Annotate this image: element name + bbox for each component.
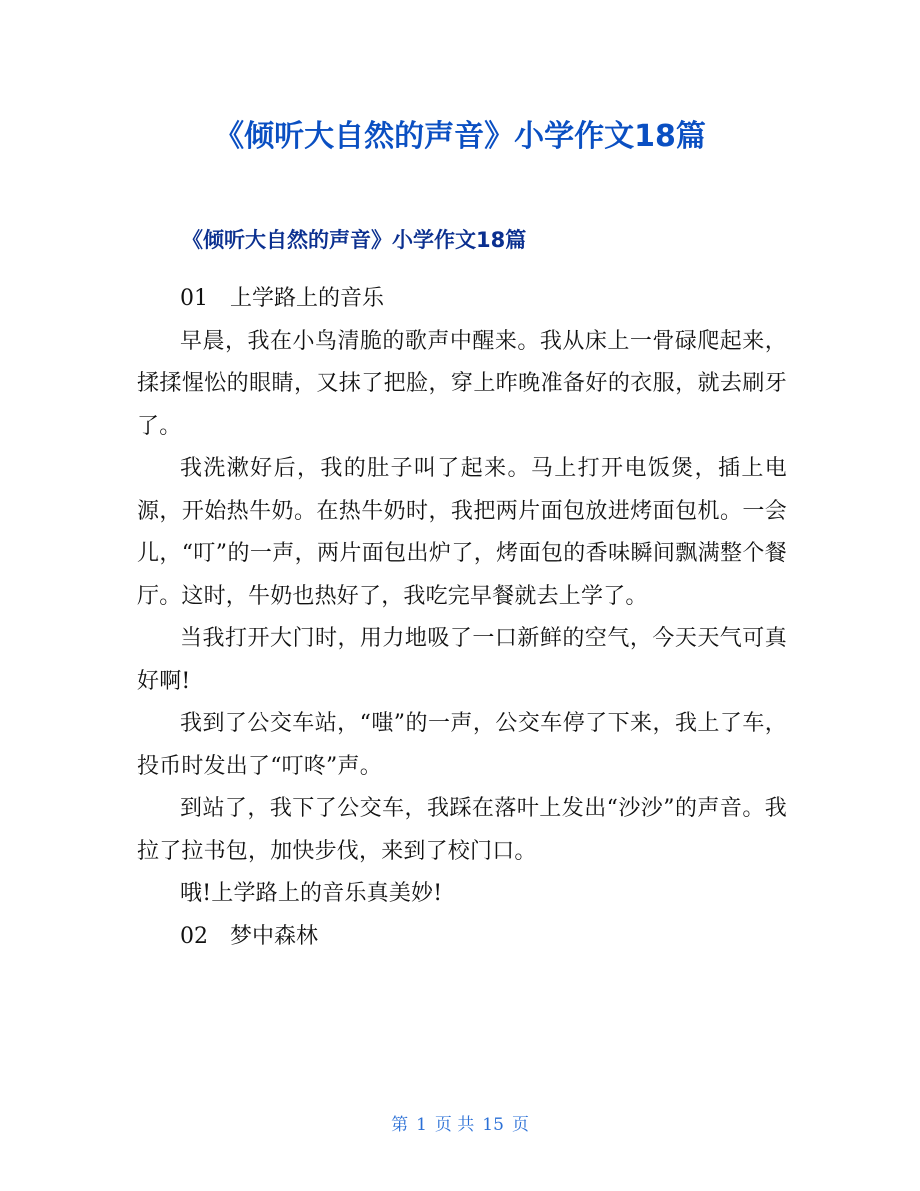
paragraph: 到站了，我下了公交车，我踩在落叶上发出“沙沙”的声音。我拉了拉书包，加快步伐，来到了校门口。 bbox=[137, 796, 787, 864]
footer-suffix: 页 bbox=[511, 1115, 529, 1135]
paragraph: 我到了公交车站，“嗤”的一声，公交车停了下来，我上了车，投币时发出了“叮咚”声。 bbox=[137, 711, 787, 779]
section-heading bbox=[137, 278, 787, 321]
footer-total-pages: 15 bbox=[482, 1115, 504, 1135]
section-heading bbox=[137, 916, 787, 959]
footer-page-number: 1 bbox=[416, 1115, 427, 1135]
section-title: 上学路上的音乐 bbox=[230, 286, 385, 311]
page-footer bbox=[0, 1112, 920, 1138]
document-subtitle: 《倾听大自然的声音》小学作文18篇 bbox=[182, 228, 527, 252]
document-body bbox=[137, 278, 787, 958]
footer-middle: 页 共 bbox=[434, 1115, 475, 1135]
paragraph: 早晨，我在小鸟清脆的歌声中醒来。我从床上一骨碌爬起来，揉揉惺忪的眼睛，又抹了把脸，穿上昨晚准备好的衣服，就去刷牙了。 bbox=[137, 328, 787, 439]
section-number: 01 bbox=[180, 286, 208, 311]
section-title: 梦中森林 bbox=[230, 923, 319, 949]
footer-prefix: 第 bbox=[391, 1115, 409, 1135]
section-number: 02 bbox=[180, 923, 208, 949]
document-title: 《倾听大自然的声音》小学作文18篇 bbox=[214, 119, 706, 154]
paragraph: 当我打开大门时，用力地吸了一口新鲜的空气，今天天气可真好啊! bbox=[137, 626, 787, 694]
paragraph: 哦!上学路上的音乐真美妙! bbox=[180, 881, 443, 906]
paragraph: 我洗漱好后，我的肚子叫了起来。马上打开电饭煲，插上电源，开始热牛奶。在热牛奶时，我把两片面包放进烤面包机。一会儿，“叮”的一声，两片面包出炉了，烤面包的香味瞬间飘满整个餐厅。这时，牛奶也热好了，我吃完早餐就去上学了。 bbox=[137, 456, 787, 609]
